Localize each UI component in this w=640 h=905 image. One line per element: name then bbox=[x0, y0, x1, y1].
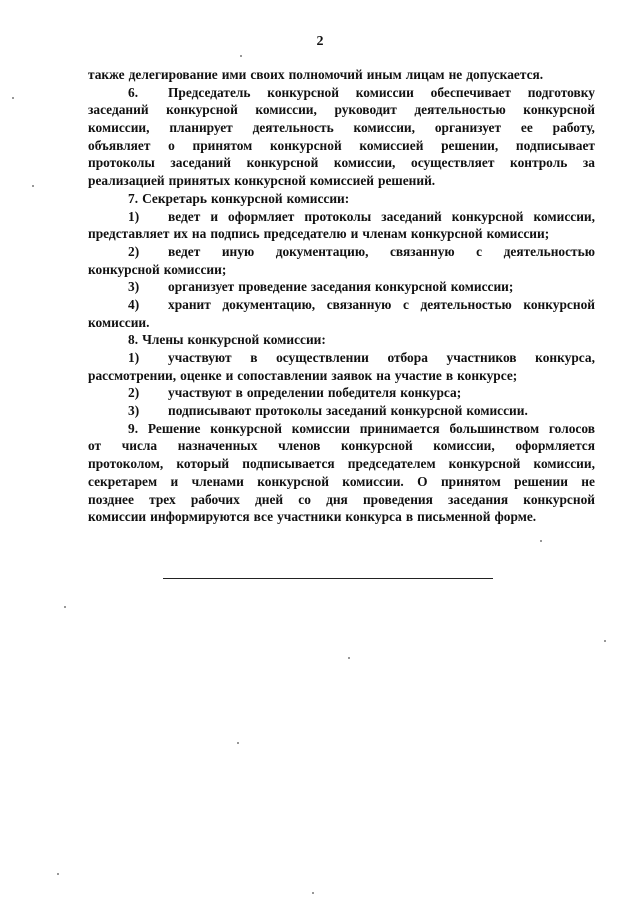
item-text: хранит документацию, связанную с деятельностью конкурсной bbox=[168, 296, 595, 312]
item-number: 1) bbox=[128, 208, 140, 224]
paragraph-1 bbox=[88, 66, 595, 84]
item-number: 1) bbox=[128, 350, 140, 365]
numbered-line bbox=[88, 349, 595, 367]
item-number: 6. bbox=[128, 84, 139, 100]
scan-speck bbox=[64, 606, 66, 608]
scan-speck bbox=[12, 97, 14, 99]
text-line: реализацией принятых конкурсной комиссией решений. bbox=[88, 173, 436, 189]
scan-speck bbox=[57, 873, 59, 875]
paragraph-12 bbox=[88, 420, 595, 526]
text-line: объявляет о принятом конкурсной комиссией решении, подписывает bbox=[88, 137, 595, 153]
text-line: секретарем и членами конкурсной комиссии. О принятом решении не bbox=[88, 473, 595, 489]
item-number: 2) bbox=[128, 243, 140, 259]
item-text: ведет иную документацию, связанную с деятельностью bbox=[168, 243, 595, 259]
text-line: конкурсной комиссии; bbox=[88, 261, 227, 277]
text-line: 7. Секретарь конкурсной комиссии: bbox=[128, 190, 350, 206]
numbered-line bbox=[88, 384, 595, 402]
item-number: 2) bbox=[128, 385, 140, 401]
text-line: комиссии информируются все участники конкурса в письменной форме. bbox=[88, 509, 537, 525]
text-line: от числа назначенных членов конкурсной комиссии, оформляется bbox=[88, 438, 595, 454]
item-number: 3) bbox=[128, 403, 140, 419]
item-text: организует проведение заседания конкурсной комиссии; bbox=[168, 279, 514, 295]
paragraph-5 bbox=[88, 243, 595, 278]
paragraph-10 bbox=[88, 384, 595, 402]
numbered-line bbox=[88, 278, 595, 296]
paragraph-7 bbox=[88, 296, 595, 331]
closing-divider-line bbox=[163, 578, 493, 579]
text-line: 8. Члены конкурсной комиссии: bbox=[128, 332, 326, 348]
item-number: 4) bbox=[128, 296, 140, 312]
numbered-line bbox=[88, 402, 595, 420]
paragraph-9 bbox=[88, 349, 595, 384]
scan-speck bbox=[240, 55, 242, 57]
text-line: протоколом, который подписывается председателем конкурсной комиссии, bbox=[88, 456, 595, 472]
numbered-line bbox=[88, 84, 595, 102]
paragraph-11 bbox=[88, 402, 595, 420]
numbered-line bbox=[88, 243, 595, 261]
text-line: заседаний конкурсной комиссии, руководит деятельностью конкурсной bbox=[88, 102, 595, 118]
paragraph-3 bbox=[88, 190, 595, 208]
numbered-line bbox=[88, 208, 595, 226]
scan-speck bbox=[348, 657, 350, 659]
item-number: 3) bbox=[128, 279, 140, 295]
text-line: также делегирование ими своих полномочий иным лицам не допускается. bbox=[88, 67, 544, 82]
text-line: позднее трех рабочих дней со дня проведения заседания конкурсной bbox=[88, 491, 595, 507]
text-line: протоколы заседаний конкурсной комиссии, осуществляет контроль за bbox=[88, 155, 595, 171]
scan-speck bbox=[604, 640, 606, 642]
text-line: рассмотрении, оценке и сопоставлении заявок на участие в конкурсе; bbox=[88, 367, 518, 383]
paragraph-6 bbox=[88, 278, 595, 296]
paragraph-2 bbox=[88, 84, 595, 190]
scan-speck bbox=[540, 540, 542, 542]
text-line: представляет их на подпись председателю и членам конкурсной комиссии; bbox=[88, 226, 550, 242]
numbered-line bbox=[88, 296, 595, 314]
paragraph-4 bbox=[88, 208, 595, 243]
scan-speck bbox=[312, 892, 314, 894]
text-line: комиссии. bbox=[88, 314, 150, 330]
text-line: комиссии, планирует деятельность комиссии, организует ее работу, bbox=[88, 120, 595, 136]
paragraph-8 bbox=[88, 331, 595, 349]
item-text: участвуют в осуществлении отбора участников конкурса, bbox=[168, 350, 595, 365]
item-text: участвуют в определении победителя конкурса; bbox=[168, 385, 462, 401]
text-line: 9. Решение конкурсной комиссии принимается большинством голосов bbox=[128, 420, 595, 436]
scan-speck bbox=[32, 185, 34, 187]
scan-speck bbox=[237, 742, 239, 744]
item-text: Председатель конкурсной комиссии обеспечивает подготовку bbox=[168, 84, 595, 100]
page-number: 2 bbox=[316, 34, 324, 49]
document-body bbox=[88, 66, 595, 526]
item-text: подписывают протоколы заседаний конкурсной комиссии. bbox=[168, 403, 528, 419]
item-text: ведет и оформляет протоколы заседаний конкурсной комиссии, bbox=[168, 208, 595, 224]
